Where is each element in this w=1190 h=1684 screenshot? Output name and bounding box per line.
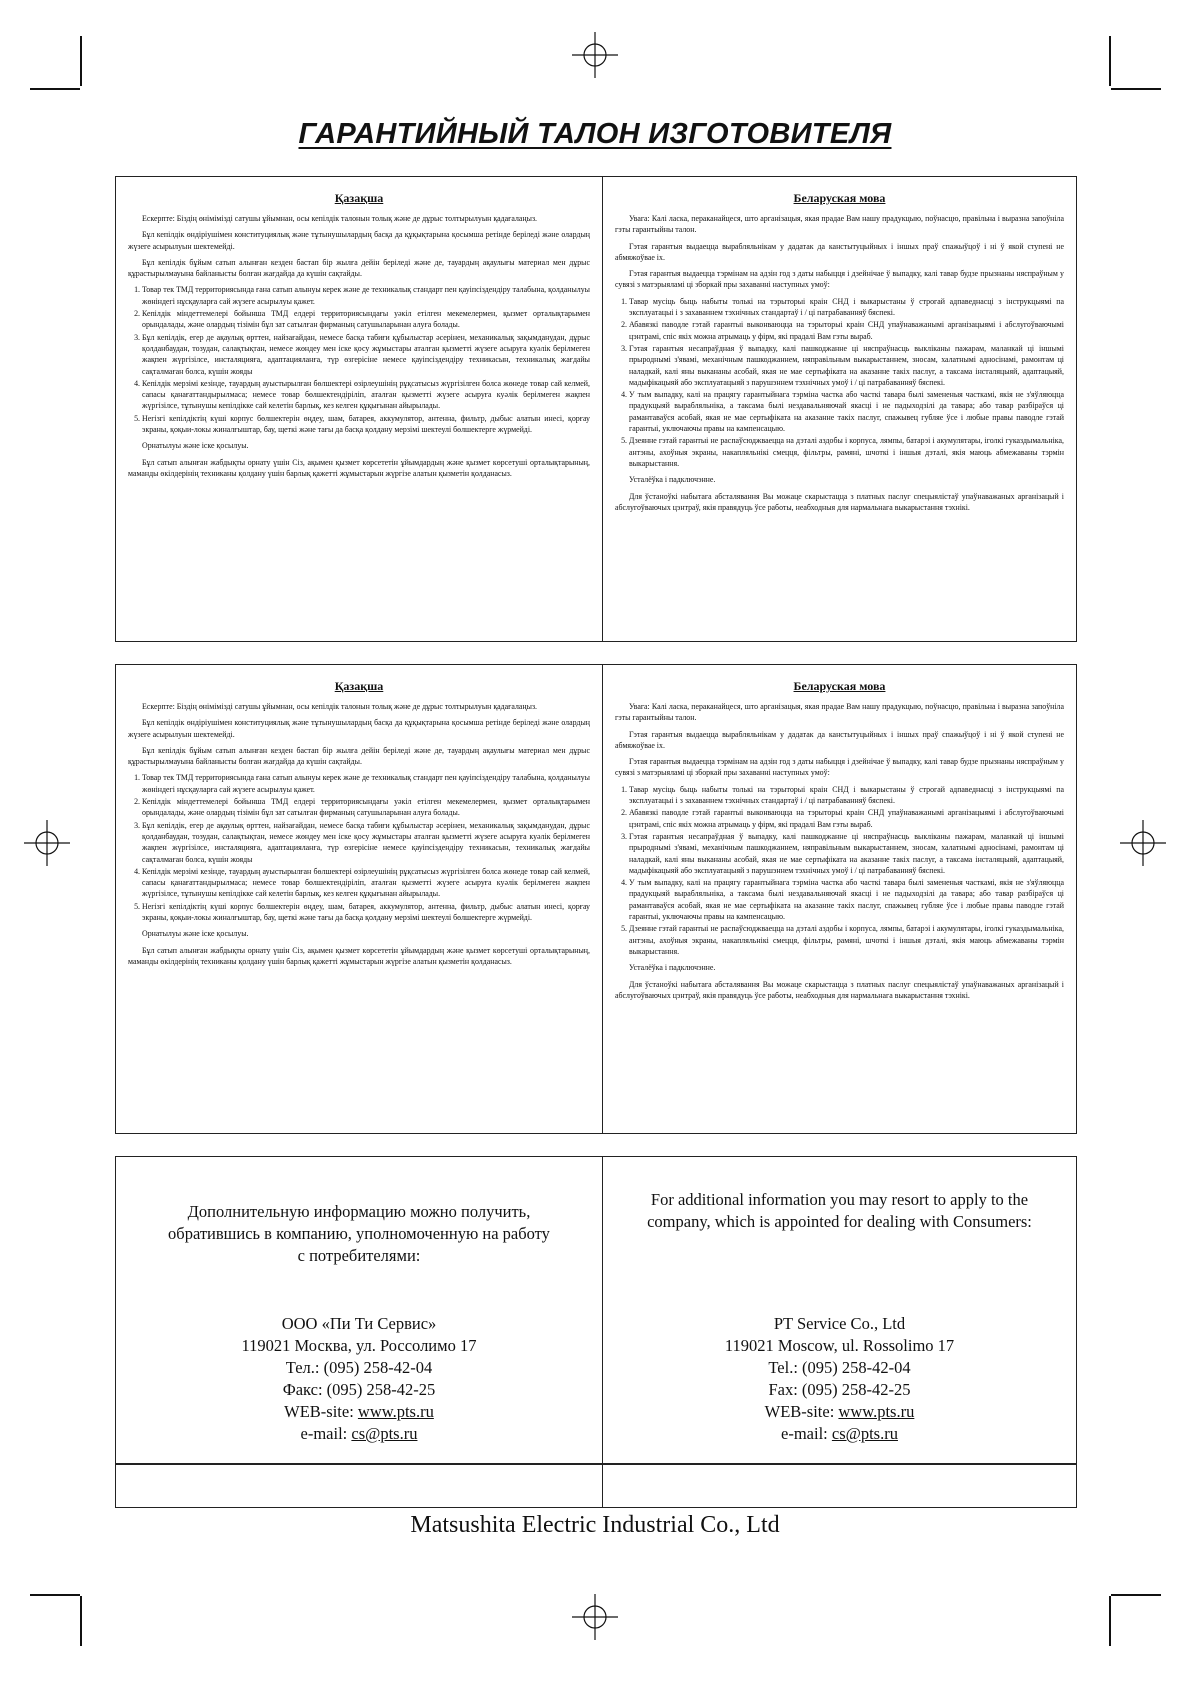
list-item: 2. Абавязкі паводле гэтай гарантыі выконваюцца на тэрыторыі краін СНД упаўнаважанымі арганізацыямі і абслугоўваючымі цэнтрамі, спіс якіх можна атрымаць у фірм, які прадалі Вам гэты выраб. [629, 807, 1064, 830]
kazakh-paragraph: Бұл кепілдік бұйым сатып алынған кезден бастап бір жылға дейін беріледі және де, тауардың ақаулығы материал мен дұрыс құрастырылмауына байланысты болған жағдайда да күшін сақтайды. [128, 745, 590, 767]
belarusian-column [603, 177, 1076, 641]
list-item: 5. Дзеянне гэтай гарантыі не распаўсюджваецца на дэталі аздобы і корпуса, лямпы, батарэі і акумулятары, іголкі гуказдымальніка, антэны, ахоўныя экраны, накапляльнікі смецця, фільтры, рамяні, шчоткі і іншыя дэталі, якія маюць абмежаваны тэрмін выкарыстання. [629, 923, 1064, 957]
belarusian-heading: Беларуская мова [793, 191, 886, 205]
company-phone: Tel.: (095) 258-42-04 [768, 1358, 911, 1377]
info-line: company, which is appointed for dealing with Consumers: [647, 1212, 1032, 1231]
belarusian-paragraph: Гэтая гарантыя выдаецца тэрмінам на адзін год з даты набыцця і дзейнічае ў выпадку, калі тавар будзе прызнаны няспраўным у сувязі з матэрыяламі ці зборкай пры захаванні наступных умоў: [615, 757, 1064, 778]
belarusian-paragraph: Гэтая гарантыя выдаецца вырабляльнікам у дадатак да канстытуцыйных і іншых праў спажыўцоў і ні ў якой ступені не абмяжоўвае іх. [615, 729, 1064, 750]
list-item: 1. Товар тек ТМД территориясында ғана сатып алынуы керек және де техникалық стандарт пен қауіпсіздендіру талабына, қолданылуы жөніндегі нұсқауларға сай жүзеге асырылуы қажет. [142, 284, 590, 307]
kazakh-heading: Қазақша [334, 191, 384, 205]
belarusian-paragraph: Гэтая гарантыя выдаецца тэрмінам на адзін год з даты набыцця і дзейнічае ў выпадку, калі тавар будзе прызнаны няспраўным у сувязі з матэрыяламі ці зборкай пры захаванні наступных умоў: [615, 269, 1064, 290]
company-name: PT Service Co., Ltd [773, 1314, 906, 1333]
registration-mark-bottom [570, 1592, 620, 1642]
info-line: с потребителями: [297, 1246, 421, 1265]
crop-mark [30, 1594, 80, 1596]
contact-info-russian [116, 1157, 603, 1507]
belarusian-heading: Беларуская мова [793, 679, 886, 693]
registration-mark-left [22, 818, 72, 868]
list-item: 5. Негізгі кепілдіктің күші корпус бөлшектерін өңдеу, шам, батарея, аккумулятор, антенна, фильтр, дыбыс алатын инесі, қорғау экраны, қоқыи-локы жиналғыштар, бау, щеткі және тағы да басқа қолдану мерзімі шектеулі бөлшектерге жүрмейді. [142, 901, 590, 924]
registration-mark-right [1118, 818, 1168, 868]
email-link[interactable]: cs@pts.ru [351, 1424, 418, 1443]
company-address: 119021 Москва, ул. Россолимо 17 [241, 1336, 477, 1355]
contact-info-block [115, 1156, 1077, 1508]
crop-mark [30, 88, 80, 90]
signature-strip-divider [116, 1463, 1076, 1465]
company-website: WEB-site: www.pts.ru [284, 1402, 434, 1421]
crop-mark [80, 36, 82, 86]
belarusian-column [603, 665, 1076, 1133]
website-link[interactable]: www.pts.ru [357, 1402, 434, 1421]
kazakh-paragraph: Бұл кепілдік бұйым сатып алынған кезден бастап бір жылға дейін беріледі және де, тауардың ақаулығы материал мен дұрыс құрастырылмауына байланысты болған жағдайда да күшін сақтайды. [128, 257, 590, 279]
kazakh-install-text: Бұл сатып алынған жабдықты орнату үшін Сіз, ақымен қызмет көрсететін ұйымдардың және қызмет көрсетуші орталықтарының, маманды өкілдерінің техниканы қолдану үшін барлық қажетті жұмыстарын жүргізе алатын қызметін қолданасыз. [128, 457, 590, 478]
belarusian-note: Увага: Калі ласка, пераканайцеся, што арганізацыя, якая прадае Вам нашу прадукцыю, поўнасцю, правільна і выразна запоўніла гэты гарантыйны талон. [615, 702, 1064, 723]
list-item: 1. Тавар мусіць быць набыты толькі на тэрыторыі краін СНД і выкарыстаны ў строгай адпаведнасці з інструкцыямі па эксплуатацыі і з захаваннем тэхнічных стандартаў і / ці патрабаванняў бяспекі. [629, 296, 1064, 319]
kazakh-note: Ескерпте: Біздің өнімімізді сатушы ұйымнан, осы кепілдік талонын толық және де дұрыс толтырылуын қадағалаңыз. [142, 702, 538, 711]
belarusian-install-title: Усталёўка і падключэнне. [629, 963, 716, 973]
manufacturer-footer: Matsushita Electric Industrial Co., Ltd [410, 1512, 780, 1538]
list-item: 4. Кепілдік мерзімі кезінде, тауардың ауыстырылған бөлшектері өзірлеушінің рұқсатысыз жүргізілген болса жөнеде товар сай келмей, сапасы қанағаттандырылмаса; немесе товар бөлшектендіріліп, аталған қызметті жүзеге асыруға куәлік берілмеген жақпен жүргізілсе, тұтынушы кепілдікке сай келетін барлық, кез келген құқығынан айырылады. [142, 866, 590, 900]
company-fax: Fax: (095) 258-42-25 [768, 1380, 911, 1399]
belarusian-conditions-list [615, 296, 1064, 469]
list-item: 2. Абавязкі паводле гэтай гарантыі выконваюцца на тэрыторыі краін СНД упаўнаважанымі арганізацыямі і абслугоўваючымі цэнтрамі, спіс якіх можна атрымаць у фірм, які прадалі Вам гэты выраб. [629, 319, 1064, 342]
crop-mark [1109, 1596, 1111, 1646]
list-item: 3. Бұл кепілдік, егер де ақаулық өрттен, найзағайдан, немесе басқа табиғи құбылыстар әсерінен, механикалық зақымданудан, дұрыс қолданбаудан, тозудан, салақтықтан, немесе жөндеу мен іске қосу жұмыстары аталған қызметті жүзеге асыруға куәлік берілмеген жақпен жүргізілсе, инсталяцияға, адаптацияланға, түр өзгерісіне немесе қауіпсіздендіру техникасын, техникалық жағдайы сақталмаған болса, күшін жояды [142, 820, 590, 865]
list-item: 5. Негізгі кепілдіктің күші корпус бөлшектерін өңдеу, шам, батарея, аккумулятор, антенна, фильтр, дыбыс алатын инесі, қорғау экраны, қоқыи-локы жиналғыштар, бау, щеткі және тағы да басқа қолдану мерзімі шектеулі бөлшектерге жүрмейді. [142, 413, 590, 436]
list-item: 5. Дзеянне гэтай гарантыі не распаўсюджваецца на дэталі аздобы і корпуса, лямпы, батарэі і акумулятары, іголкі гуказдымальніка, антэны, ахоўныя экраны, накапляльнікі смецця, фільтры, рамяні, шчоткі і іншыя дэталі, якія маюць абмежаваны тэрмін выкарыстання. [629, 435, 1064, 469]
website-link[interactable]: www.pts.ru [838, 1402, 915, 1421]
kazakh-install-title: Орнатылуы және іске қосылуы. [142, 929, 249, 939]
page-title: ГАРАНТИЙНЫЙ ТАЛОН ИЗГОТОВИТЕЛЯ [298, 118, 892, 150]
company-phone: Тел.: (095) 258-42-04 [285, 1358, 433, 1377]
list-item: 1. Тавар мусіць быць набыты толькі на тэрыторыі краін СНД і выкарыстаны ў строгай адпаведнасці з інструкцыямі па эксплуатацыі і з захаваннем тэхнічных стандартаў і / ці патрабаванняў бяспекі. [629, 784, 1064, 807]
belarusian-conditions-list [615, 784, 1064, 957]
list-item: 3. Гэтая гарантыя несапраўдная ў выпадку, калі пашкоджанне ці няспраўнасць выкліканы пажарам, маланкай ці іншымі прыроднымі з'явамі, механічным пашкоджаннем, няправільным выкарыстаннем, зносам, халатнымі адносінамі, рамонтам ці наладкай, калі яны выкананы асобай, якая не мае сертыфіката на аказанне такіх паслуг, а таксама інсталяцыяй, адаптацыяй, мадыфікацыяй або эксплуатацыяй з парушэннем тэхнічных умоў і / ці патрабаванняў бяспекі. [629, 343, 1064, 388]
kazakh-paragraph: Бұл кепілдік өндіріушімен конституциялық және тұтынушылардың басқа да құқықтарына қосымша ретінде беріледі және олардың жүзеге асырылуын шектемейді. [128, 230, 590, 251]
crop-mark [1111, 1594, 1161, 1596]
registration-mark-top [570, 30, 620, 80]
crop-mark [1111, 88, 1161, 90]
belarusian-note: Увага: Калі ласка, пераканайцеся, што арганізацыя, якая прадае Вам нашу прадукцыю, поўнасцю, правільна і выразна запоўніла гэты гарантыйны талон. [615, 214, 1064, 235]
belarusian-install-text: Для ўстаноўкі набытага абсталявання Вы можаце скарыстацца з платных паслуг спецыялістаў упаўнаважаных арганізацый і абслугоўваючых цэнтраў, якія правядуць ўсе работы, неабходныя для нармальнага выкарыстання тэхнікі. [615, 491, 1064, 512]
belarusian-install-text: Для ўстаноўкі набытага абсталявання Вы можаце скарыстацца з платных паслуг спецыялістаў упаўнаважаных арганізацый і абслугоўваючых цэнтраў, якія правядуць ўсе работы, неабходныя для нармальнага выкарыстання тэхнікі. [615, 979, 1064, 1000]
info-line: Дополнительную информацию можно получить, [187, 1202, 531, 1221]
list-item: 2. Кепілдік міндеттемелері бойынша ТМД елдері территориясындағы уәкіл етілген мекемелермен, қызмет орталықтарымен орындалады, және олардың тізімін бұл зат сатылған фирманың сатушыларынан алуға болады. [142, 308, 590, 331]
list-item: 1. Товар тек ТМД территориясында ғана сатып алынуы керек және де техникалық стандарт пен қауіпсіздендіру талабына, қолданылуы жөніндегі нұсқауларға сай жүзеге асырылуы қажет. [142, 772, 590, 795]
kazakh-paragraph: Бұл кепілдік өндіріушімен конституциялық және тұтынушылардың басқа да құқықтарына қосымша ретінде беріледі және олардың жүзеге асырылуын шектемейді. [128, 718, 590, 739]
kazakh-column [116, 177, 603, 641]
crop-mark [1109, 36, 1111, 86]
list-item: 2. Кепілдік міндеттемелері бойынша ТМД елдері территориясындағы уәкіл етілген мекемелермен, қызмет орталықтарымен орындалады, және олардың тізімін бұл зат сатылған фирманың сатушыларынан алуға болады. [142, 796, 590, 819]
list-item: 3. Гэтая гарантыя несапраўдная ў выпадку, калі пашкоджанне ці няспраўнасць выкліканы пажарам, маланкай ці іншымі прыроднымі з'явамі, механічным пашкоджаннем, няправільным выкарыстаннем, зносам, халатнымі адносінамі, рамонтам ці наладкай, калі яны выкананы асобай, якая не мае сертыфіката на аказанне такіх паслуг, а таксама інсталяцыяй, адаптацыяй, мадыфікацыяй або эксплуатацыяй з парушэннем тэхнічных умоў і / ці патрабаванняў бяспекі. [629, 831, 1064, 876]
list-item: 4. У тым выпадку, калі на працягу гарантыйнага тэрміна частка або часткі тавара былі замененыя часткамі, якія не з'яўляюцца прадукцыяй вырабляльніка, а таксама былі нездавальняючай якасці і не падыходзілі да тавара; або тавар разбіраўся ці рамантаваўся асобай, якая не мае сертыфіката на аказанне такіх паслуг, спажывец губляе ўсе і любые правы паводле гэтай гарантыі, уключаючы правы на кампенсацыю. [629, 389, 1064, 434]
company-website: WEB-site: www.pts.ru [764, 1402, 915, 1421]
company-fax: Факс: (095) 258-42-25 [282, 1380, 436, 1399]
list-item: 4. Кепілдік мерзімі кезінде, тауардың ауыстырылған бөлшектері өзірлеушінің рұқсатысыз жүргізілген болса жөнеде товар сай келмей, сапасы қанағаттандырылмаса; немесе товар бөлшектендіріліп, аталған қызметті жүзеге асыруға куәлік берілмеген жақпен жүргізілсе, тұтынушы кепілдікке сай келетін барлық, кез келген құқығынан айырылады. [142, 378, 590, 412]
warranty-block-2 [115, 664, 1077, 1134]
kazakh-install-title: Орнатылуы және іске қосылуы. [142, 441, 249, 451]
kazakh-install-text: Бұл сатып алынған жабдықты орнату үшін Сіз, ақымен қызмет көрсететін ұйымдардың және қызмет көрсетуші орталықтарының, маманды өкілдерінің техниканы қолдану үшін барлық қажетті жұмыстарын жүргізе алатын қызметін қолданасыз. [128, 945, 590, 966]
crop-mark [80, 1596, 82, 1646]
company-name: ООО «Пи Ти Сервис» [281, 1314, 437, 1333]
contact-info-english [603, 1157, 1076, 1507]
belarusian-paragraph: Гэтая гарантыя выдаецца вырабляльнікам у дадатак да канстытуцыйных і іншых праў спажыўцоў і ні ў якой ступені не абмяжоўвае іх. [615, 241, 1064, 262]
list-item: 4. У тым выпадку, калі на працягу гарантыйнага тэрміна частка або часткі тавара былі замененыя часткамі, якія не з'яўляюцца прадукцыяй вырабляльніка, а таксама былі нездавальняючай якасці і не падыходзілі да тавара; або тавар разбіраўся ці рамантаваўся асобай, якая не мае сертыфіката на аказанне такіх паслуг, спажывец губляе ўсе і любые правы паводле гэтай гарантыі, уключаючы правы на кампенсацыю. [629, 877, 1064, 922]
kazakh-conditions-list [128, 772, 590, 923]
kazakh-note: Ескерпте: Біздің өнімімізді сатушы ұйымнан, осы кепілдік талонын толық және де дұрыс толтырылуын қадағалаңыз. [142, 214, 538, 223]
belarusian-install-title: Усталёўка і падключэнне. [629, 475, 716, 485]
kazakh-column [116, 665, 603, 1133]
company-email: e-mail: cs@pts.ru [300, 1424, 418, 1443]
info-line: обратившись в компанию, уполномоченную на работу [168, 1224, 550, 1243]
info-line: For additional information you may resort to apply to the [650, 1190, 1029, 1209]
email-link[interactable]: cs@pts.ru [831, 1424, 898, 1443]
company-email: e-mail: cs@pts.ru [781, 1424, 898, 1443]
warranty-block-1 [115, 176, 1077, 642]
kazakh-conditions-list [128, 284, 590, 435]
company-address: 119021 Moscow, ul. Rossolimo 17 [724, 1336, 955, 1355]
list-item: 3. Бұл кепілдік, егер де ақаулық өрттен, найзағайдан, немесе басқа табиғи құбылыстар әсерінен, механикалық зақымданудан, дұрыс қолданбаудан, тозудан, салақтықтан, немесе жөндеу мен іске қосу жұмыстары аталған қызметті жүзеге асыруға куәлік берілмеген жақпен жүргізілсе, инсталяцияға, адаптацияланға, түр өзгерісіне немесе қауіпсіздендіру техникасын, техникалық жағдайы сақталмаған болса, күшін жояды [142, 332, 590, 377]
kazakh-heading: Қазақша [334, 679, 384, 693]
